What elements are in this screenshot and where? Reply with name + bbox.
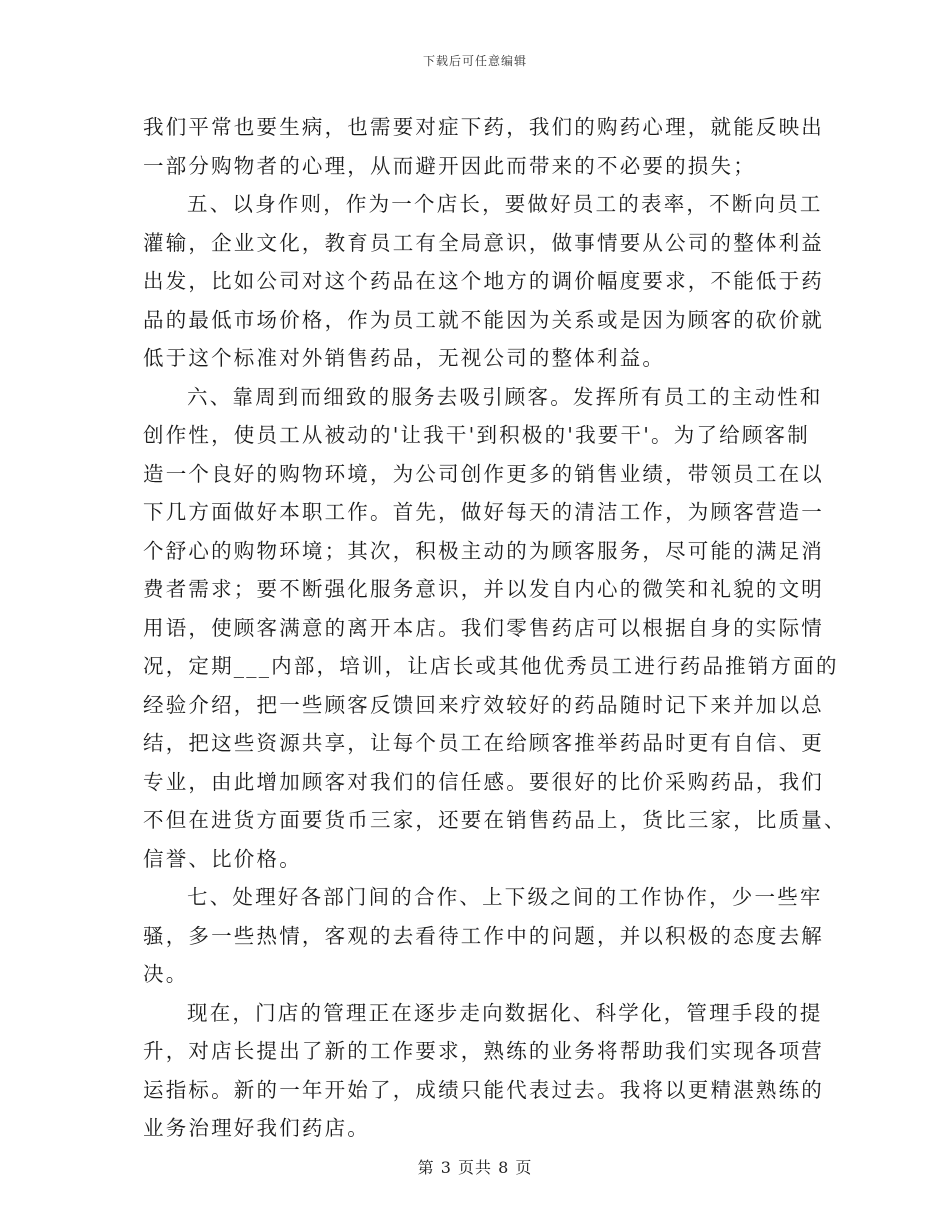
text-line: 出发，比如公司对这个药品在这个地方的调价幅度要求，不能低于药 (143, 269, 824, 293)
text-line: 专业，由此增加顾客对我们的信任感。要很好的比价采购药品，我们 (143, 769, 824, 794)
body-text (143, 108, 847, 1148)
text-line: 下几方面做好本职工作。首先，做好每天的清洁工作，为顾客营造一 (143, 500, 824, 524)
text-line: 我们平常也要生病，也需要对症下药，我们的购药心理，就能反映出 (143, 115, 824, 139)
text-line: 决。 (143, 962, 189, 986)
page-header: 下载后可任意编辑 (422, 54, 527, 68)
paragraph-start-line: 六、靠周到而细致的服务去吸引顾客。发挥所有员工的主动性和 (187, 384, 823, 409)
text-line: 升，对店长提出了新的工作要求，熟练的业务将帮助我们实现各项营 (143, 1039, 824, 1063)
text-line: 况，定期___内部，培训，让店长或其他优秀员工进行药品推销方面的 (143, 654, 839, 678)
text-line: 造一个良好的购物环境，为公司创作更多的销售业绩，带领员工在以 (143, 461, 824, 486)
text-line: 用语，使顾客满意的离开本店。我们零售药店可以根据自身的实际情 (143, 615, 824, 640)
paragraph-start-line: 五、以身作则，作为一个店长，要做好员工的表率，不断向员工 (187, 192, 823, 216)
text-line: 灌输，企业文化，教育员工有全局意识，做事情要从公司的整体利益 (143, 230, 824, 255)
text-line: 创作性，使员工从被动的'让我干'到积极的'我要干'。为了给顾客制 (143, 423, 810, 447)
paragraph-start-line: 七、处理好各部门间的合作、上下级之间的工作协作，少一些牢 (187, 885, 823, 909)
text-line: 一部分购物者的心理，从而避开因此而带来的不必要的损失； (143, 153, 756, 178)
text-line: 业务治理好我们药店。 (143, 1116, 370, 1140)
text-line: 低于这个标准对外销售药品，无视公司的整体利益。 (143, 346, 666, 370)
text-line: 个舒心的购物环境；其次，积极主动的为顾客服务，尽可能的满足消 (143, 538, 824, 563)
text-line: 经验介绍，把一些顾客反馈回来疗效较好的药品随时记下来并加以总 (143, 692, 824, 717)
paragraph-start-line: 现在，门店的管理正在逐步走向数据化、科学化，管理手段的提 (187, 1000, 823, 1025)
page-footer: 第 3 页共 8 页 (417, 1158, 533, 1177)
text-line: 不但在进货方面要货币三家，还要在销售药品上，货比三家，比质量、 (143, 808, 847, 832)
text-line: 品的最低市场价格，作为员工就不能因为关系或是因为顾客的砍价就 (143, 307, 824, 332)
text-line: 骚，多一些热情，客观的去看待工作中的问题，并以积极的态度去解 (143, 923, 824, 948)
text-line: 结，把这些资源共享，让每个员工在给顾客推举药品时更有自信、更 (143, 731, 824, 755)
text-line: 信誉、比价格。 (143, 846, 302, 871)
text-line: 费者需求；要不断强化服务意识，并以发自内心的微笑和礼貌的文明 (143, 577, 824, 601)
text-line: 运指标。新的一年开始了，成绩只能代表过去。我将以更精湛熟练的 (143, 1077, 824, 1102)
